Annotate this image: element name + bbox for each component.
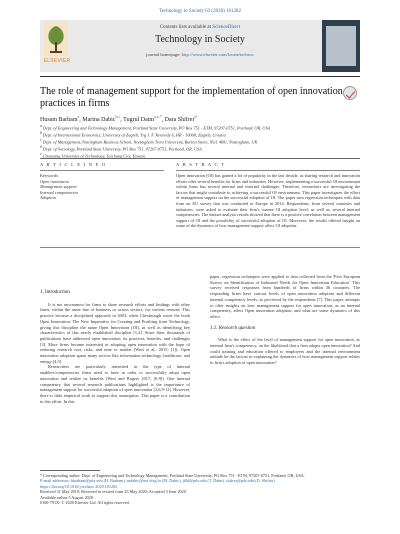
keywords-block	[40, 173, 164, 201]
abstract-text: Open innovation (OI) has gained a lot of popularity in the last decade, as sharing research and innovation efforts offer several benefits for firms and industries. However, implementing a successful OI environment within firms has several internal and external challenges. Therefore, researchers are investigating the factors that might contribute to achieving a successful OI environment. This paper investigates the effect of management support on the successful adoption of OI. The paper uses regression techniques with data from an EU survey that was conducted in Europe in 2014. Respondents, from several countries and industries, were asked to evaluate their firm's current OI adoption level, as well as, several internal competencies. The dataset analysis results showed that there is a positive correlation between management support of OI and the possibility of successful adoption of OI. Moreover, the results offered insight on some of the dynamics of how management support affect OI adoption.	[176, 173, 360, 229]
abstract-bottom-rule	[40, 247, 360, 248]
research-question-heading: 1.1. Research question	[210, 325, 256, 331]
author-name[interactable]: Marina Dabic	[82, 117, 116, 123]
affiliation-item: $^b$ Dept. of International Economics, University of Zagreb, Trg J. F. Kennedy 6, HR - 10000, Zagreb, Croatia	[40, 131, 226, 138]
publisher-name: ELSEVIER	[43, 58, 71, 64]
journal-title: Technology in Society	[155, 34, 245, 45]
author-name[interactable]: Husam Barham	[40, 117, 78, 123]
author-name[interactable]: Tugrul Daim	[123, 117, 155, 123]
available-online: Available online 5 August 2020	[40, 494, 93, 500]
author-affil-sup[interactable]: b,c	[115, 114, 121, 119]
body-column-right	[210, 274, 360, 366]
received-dates: Received 31 May 2019; Received in revised form 23 May 2020; Accepted 3 June 2020	[40, 489, 186, 495]
header-rule	[40, 76, 360, 77]
affiliation-item: $^a$ Dept. of Engineering and Technology Management, Portland State University, PO Box 751 - ETM, 97207-0751, Portland, OR, USA	[40, 124, 271, 131]
journal-cover-art	[326, 26, 356, 66]
body-paragraph: It is not uncommon for firms to share research efforts and findings with other firms, within the same line of business or across sectors, for various reasons. This practice became a disciplined approach in 2003, when Chesbrough wrote the book Open Innovation: The New Imperative for Creating and Profiting from Technology, giving this discipline the name Open Innovation (OI), as well as identifying key characteristics of this newly established discipline [1,2]. Since then, thousands of publications have addressed open innovation, its practices, benefits, and challenges [3]. More firms became interested in adopting open innovation with the hope of reducing research cost, risks, and time to market (West et al., 2015; [1]). Open innovation adoption spans many sectors like information technology, healthcare, and energy [4,5].	[40, 301, 190, 364]
author-affil-sup[interactable]: a	[77, 114, 80, 119]
author-list: Husam Barham$^a$, Marina Dabic$^{b,c}$, Tugrul Daim$^{a,e,*}$, Dara Shifrer$^d$	[40, 114, 197, 123]
journal-reference[interactable]: Technology in Society 63 (2020) 101282	[159, 9, 241, 14]
corresponding-author-note: * Corresponding author. Dept. of Engineering and Technology Management, Portland State University, PO Box 751 - ETM, 97207-0751, Portland, OR, USA.	[40, 473, 305, 478]
affiliation-item: $^e$ Chaoyang University of Technology, Taichung City, Taiwan	[40, 152, 145, 159]
affiliation-list	[40, 124, 360, 159]
keyword-item: Internal competencies	[40, 189, 79, 195]
author-name[interactable]: Dara Shifrer	[164, 117, 195, 123]
contents-prefix: Contents lists available at	[159, 25, 211, 30]
footnotes	[40, 473, 360, 505]
article-info-heading: A R T I C L E I N F O	[40, 162, 107, 167]
homepage-line	[80, 52, 320, 57]
introduction-heading: 1. Introduction	[40, 290, 70, 295]
footnote-rule	[40, 470, 100, 471]
affiliation-item: $^d$ Dept. of Sociology, Portland State University, PO Box 751, 97207-0751, Portland, OR, USA	[40, 145, 202, 152]
email-addresses[interactable]: E-mail addresses: hbarham@pdx.edu (H. Barham), mdabic@net.efzg.hr (M. Dabic), ji8d@pdx.edu (T. Daim), shifrer@pdx.edu (D. Shifrer).	[40, 478, 276, 484]
article-info-rule	[40, 170, 164, 171]
body-column-left	[40, 290, 190, 404]
keyword-item: Open innovation	[40, 178, 69, 184]
crossmark-icon[interactable]	[343, 86, 357, 100]
elsevier-tree-icon	[44, 22, 68, 56]
abstract-rule	[176, 170, 360, 171]
keyword-item: Adoption	[40, 195, 56, 201]
body-paragraph: paper, regression techniques were applied to data collected from the 'First European Survey on Identification of Industrial Needs for Open Innovation Education.' This survey received responses from hundreds of firms within 36 countries. The responding firms have various levels of open innovation adoption and different internal competency levels, as perceived by the respondents [7]. This paper, attempts to offer insights on how management support for open innovation, as an internal competency, affect Open innovation adoption, and what are some dynamics of this effect.	[210, 274, 360, 319]
sciencedirect-link[interactable]: ScienceDirect	[212, 25, 241, 30]
doi-link[interactable]: https://doi.org/10.1016/j.techsoc.2020.101282	[40, 483, 118, 489]
author-affil-sup[interactable]: a,e,*	[154, 114, 162, 119]
keyword-item: Management support	[40, 184, 77, 190]
keywords-label: Keywords:	[40, 173, 59, 178]
body-paragraph: Researchers are particularly interested in the type of internal enablers/competencies firms need to have in order to successfully adopt open innovation and realize its benefits (West and Bogers 2017; [6-9]). One internal competency that several research publications highlighted is the importance of management support for successful adoption of open innovation [2,6,9-12]. However, there is little empirical work to support this assumption. This paper is a contribution in this effort. In this	[40, 364, 190, 404]
abstract-heading: A B S T R A C T	[176, 162, 226, 167]
contents-line	[80, 25, 320, 30]
section-rule	[40, 158, 360, 159]
affiliation-item: $^c$ Dept. of Management, Nottingham Business School, Nottingham Trent University, Burton Street, NG1 4BU, Nottingham, UK	[40, 138, 258, 145]
homepage-link[interactable]: http://www.elsevier.com/locate/techsoc	[181, 52, 254, 57]
article-title: The role of management support for the implementation of open innovation practices in firms	[40, 86, 343, 109]
body-paragraph: What is the effect of the level of management support for open innovation, as internal firm's competency, on the likelihood that a firm adopts open innovation? And could training and education offered to employees and the internal environment attitude be the factors in explaining the dynamics of how management support relates to firm's adoption of open innovation?	[210, 337, 360, 366]
homepage-prefix: journal homepage:	[146, 52, 181, 57]
copyright: 0160-791X/ © 2020 Elsevier Ltd. All rights reserved.	[40, 500, 130, 506]
author-affil-sup[interactable]: d	[194, 114, 197, 119]
journal-cover-thumbnail[interactable]	[322, 20, 360, 72]
